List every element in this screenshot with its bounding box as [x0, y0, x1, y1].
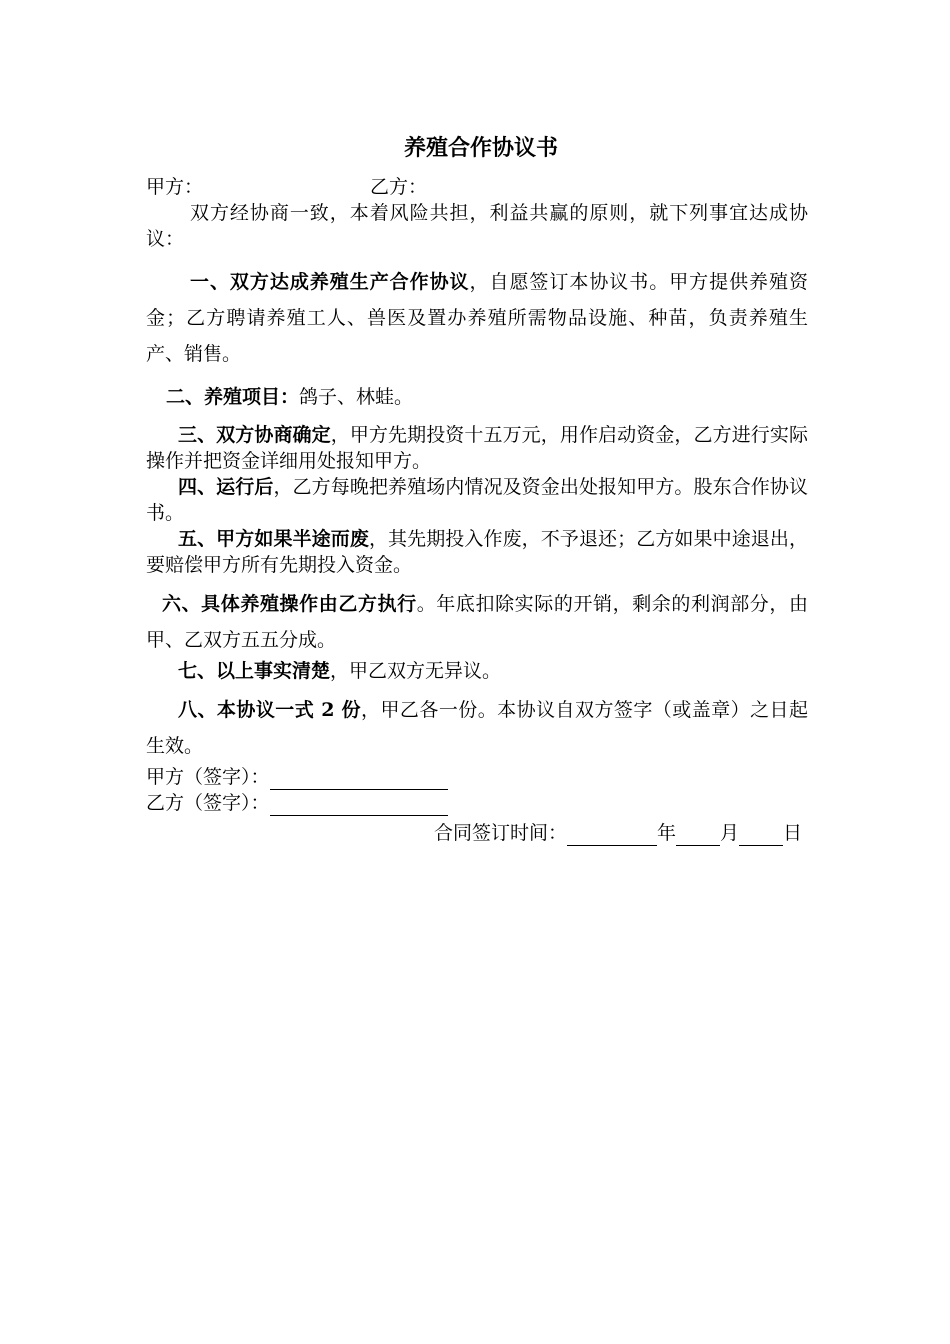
clause-6-heading: 六、具体养殖操作由乙方执行 [162, 593, 417, 615]
clause-7 [146, 658, 808, 684]
date-day-field[interactable] [739, 825, 783, 846]
clause-5 [146, 526, 808, 578]
parties-line [146, 174, 808, 200]
clause-8-heading: 八、本协议一式 2 份 [178, 699, 361, 721]
clause-2 [146, 384, 808, 410]
clause-3-heading: 三、双方协商确定 [178, 424, 331, 446]
party-a-label: 甲方： [146, 176, 204, 198]
date-day-unit: 日 [782, 822, 802, 844]
signature-a-label: 甲方（签字）： [146, 766, 270, 788]
party-b-label: 乙方： [370, 176, 428, 198]
date-month-unit: 月 [719, 822, 739, 844]
signature-a-field[interactable] [270, 769, 448, 790]
clause-8 [146, 692, 808, 764]
signature-line-b [146, 790, 808, 816]
clause-2-heading: 二、养殖项目： [166, 386, 300, 408]
date-year-field[interactable] [567, 825, 657, 846]
clause-1-body: ，自愿签订本协议书。甲方提供养殖资金；乙方聘请养殖工人、兽医及置办养殖所需物品设施、种苗，负责养殖生产、销售。 [146, 271, 808, 365]
date-month-field[interactable] [676, 825, 720, 846]
clause-4 [146, 474, 808, 526]
document-title: 养殖合作协议书 [403, 135, 558, 161]
signature-b-field[interactable] [270, 795, 448, 816]
clause-1-heading: 一、双方达成养殖生产合作协议 [190, 271, 470, 293]
signing-date-line [146, 816, 808, 846]
clause-7-body: ，甲乙双方无异议。 [330, 660, 502, 682]
document-page [146, 130, 808, 846]
clause-3 [146, 422, 808, 474]
clause-3-body: ，甲方先期投资十五万元，用作启动资金，乙方进行实际操作并把资金详细用处报知甲方。 [146, 424, 808, 472]
date-label: 合同签订时间： [433, 822, 567, 844]
clause-5-body: ，其先期投入作废，不予退还；乙方如果中途退出，要赔偿甲方所有先期投入资金。 [146, 528, 808, 576]
clause-7-heading: 七、以上事实清楚 [178, 660, 331, 682]
clause-2-body: 鸽子、林蛙。 [299, 386, 414, 408]
date-year-unit: 年 [656, 822, 676, 844]
clause-6 [146, 586, 808, 658]
clause-4-body: ，乙方每晚把养殖场内情况及资金出处报知甲方。股东合作协议书。 [146, 476, 808, 524]
intro-paragraph: 双方经协商一致，本着风险共担，利益共赢的原则，就下列事宜达成协议： [146, 202, 808, 250]
signature-b-label: 乙方（签字）： [146, 792, 270, 814]
clause-4-heading: 四、运行后 [178, 476, 274, 498]
clause-8-body: ，甲乙各一份。本协议自双方签字（或盖章）之日起生效。 [146, 699, 808, 757]
clause-6-body: 。年底扣除实际的开销，剩余的利润部分，由甲、乙双方五五分成。 [146, 593, 808, 651]
signature-line-a [146, 764, 808, 790]
clause-5-heading: 五、甲方如果半途而废 [178, 528, 369, 550]
clause-1 [146, 264, 808, 372]
